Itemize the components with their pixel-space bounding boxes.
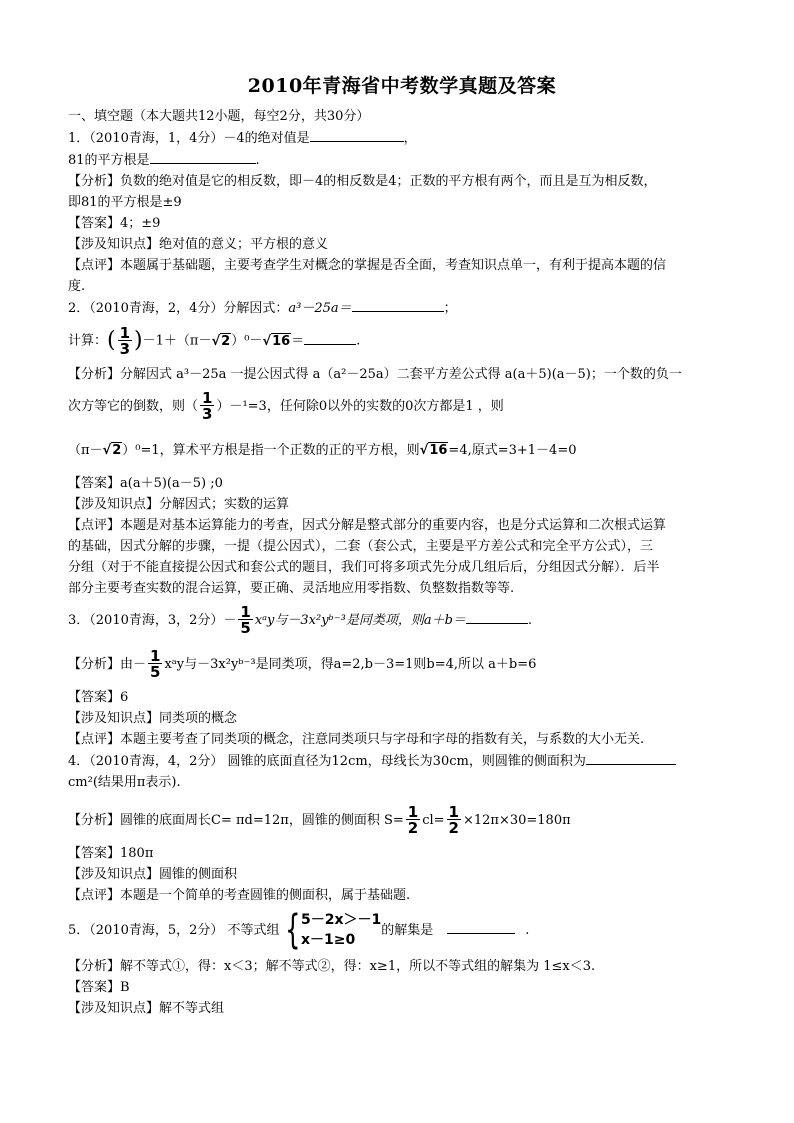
q2-comment-cont3: 部分主要考查实数的混合运算，要正确、灵活地应用零指数、负整数指数等等. — [68, 580, 515, 596]
q2-comment-cont: 的基础，因式分解的步骤，一提（提公因式），二套（套公式，主要是平方差公式和完全平方公式），三 — [68, 538, 654, 554]
inequality-system: { 5－2x＞－1 x－1≥0 — [284, 907, 382, 953]
answer-blank — [310, 127, 404, 142]
q2-line1: 2．（2010青海，2，4分）分解因式：a³－25a＝ ； — [68, 297, 736, 319]
answer-blank — [304, 330, 356, 345]
q3-knowledge: 【涉及知识点】同类项的概念 — [68, 710, 238, 726]
answer-blank — [150, 149, 256, 164]
q1-answer: 【答案】4；±9 — [68, 216, 161, 231]
fraction: $\frac{1}{2}$ — [448, 803, 459, 837]
q3-analysis: 【分析】由－ $\frac{1}{5}$ xᵃy与－3x²yᵇ⁻³是同类项，得a=2,b－3=1则b=4,所以 a＋b=6 — [68, 647, 537, 681]
fraction: $\frac{1}{3}$ — [119, 324, 131, 358]
answer-blank — [466, 609, 528, 624]
page-title: 2010年青海省中考数学真题及答案 — [247, 75, 557, 97]
q2-analysis: 【分析】分解因式 a³－25a 一提公因式得 a（a²－25a）二套平方差公式得 a(a＋5)(a－5)；一个数的负一 — [68, 366, 682, 382]
q1-analysis: 【分析】负数的绝对值是它的相反数，即－4的相反数是4；正数的平方根有两个，而且是互为相反数， — [68, 174, 657, 189]
sqrt-two: √2 — [102, 442, 122, 458]
q4-line2: cm²(结果用π表示). — [68, 774, 181, 790]
q4-comment: 【点评】本题是一个简单的考查圆锥的侧面积，属于基础题. — [68, 887, 411, 903]
fraction: $\frac{1}{3}$ — [202, 389, 213, 423]
q1-knowledge: 【涉及知识点】绝对值的意义；平方根的意义 — [68, 237, 329, 252]
right-paren: ) — [134, 328, 143, 353]
section-heading: 一、填空题（本大题共12小题，每空2分，共30分） — [68, 109, 370, 124]
sqrt-sixteen: √16 — [419, 442, 448, 458]
q5-line1: 5．（2010青海，5，2分） 不等式组 { 5－2x＞－1 x－1≥0 的解集是 . — [68, 907, 530, 953]
q4-analysis: 【分析】圆锥的底面周长C= πd=12π，圆锥的侧面积 S= $\frac{1}{2}$ cl= $\frac{1}{2}$ ×12π×30=180π — [68, 803, 571, 837]
q1-analysis-cont: 即81的平方根是±9 — [68, 195, 182, 210]
left-paren: ( — [107, 328, 116, 353]
q1-line2: 81的平方根是 . — [68, 149, 736, 171]
sqrt-two: √2 — [211, 333, 231, 349]
q5-knowledge: 【涉及知识点】解不等式组 — [68, 1000, 225, 1016]
fraction: $\frac{1}{2}$ — [407, 803, 419, 837]
q2-comment: 【点评】本题是对基本运算能力的考查，因式分解是整式部分的重要内容，也是分式运算和二次根式运算 — [68, 517, 667, 533]
q1-comment-cont: 度. — [68, 279, 86, 294]
answer-blank — [447, 919, 515, 934]
q2-knowledge: 【涉及知识点】分解因式；实数的运算 — [68, 496, 290, 512]
brace-icon: { — [284, 907, 300, 953]
q3-answer: 【答案】6 — [68, 689, 129, 705]
q4-line1: 4．（2010青海，4，2分） 圆锥的底面直径为12cm，母线长为30cm，则圆锥的侧面积为 — [68, 750, 736, 772]
q2-comment-cont2: 分组（对于不能直接提公因式和套公式的题目，我们可将多项式先分成几组后后，分组因式分解）．后半 — [68, 559, 660, 575]
q3-line1: 3．（2010青海，3，2分）－ $\frac{1}{5}$ xᵃy与－3x²yᵇ⁻³是同类项，则a＋b＝ . — [68, 603, 533, 637]
q5-answer: 【答案】B — [68, 979, 130, 995]
q1-line1: 1．（2010青海，1，4分）－4的绝对值是 ， — [68, 127, 736, 149]
q4-answer: 【答案】180π — [68, 845, 154, 861]
fraction: $\frac{1}{5}$ — [240, 603, 251, 637]
q1-comment: 【点评】本题属于基础题，主要考查学生对概念的掌握是否全面，考查知识点单一，有利于提高本题的信 — [68, 258, 667, 273]
answer-blank — [352, 297, 444, 312]
answer-blank — [586, 750, 676, 765]
sqrt-sixteen: √16 — [262, 333, 291, 349]
q4-knowledge: 【涉及知识点】圆锥的侧面积 — [68, 866, 238, 882]
q2-analysis-cont: 次方等它的倒数，则（ $\frac{1}{3}$ ）－¹=3，任何除0以外的实数的0次方都是1 ，则 — [68, 389, 504, 423]
q2-analysis-cont2: （π－√2）⁰=1，算术平方根是指一个正数的正的平方根，则√16=4,原式=3+1－4=0 — [68, 429, 736, 473]
q2-answer: 【答案】a(a＋5)(a－5) ;0 — [68, 475, 223, 491]
q2-calc-line: 计算：( $\frac{1}{3}$ )－1＋（π－√2）⁰－√16＝ . — [68, 319, 736, 364]
document-content — [68, 72, 736, 1019]
q3-comment: 【点评】本题主要考查了同类项的概念，注意同类项只与字母和字母的指数有关，与系数的大小无关. — [68, 731, 645, 747]
fraction: $\frac{1}{5}$ — [150, 647, 161, 681]
q5-analysis: 【分析】解不等式①，得：x＜3；解不等式②，得：x≥1，所以不等式组的解集为 1≤x＜3. — [68, 958, 596, 974]
